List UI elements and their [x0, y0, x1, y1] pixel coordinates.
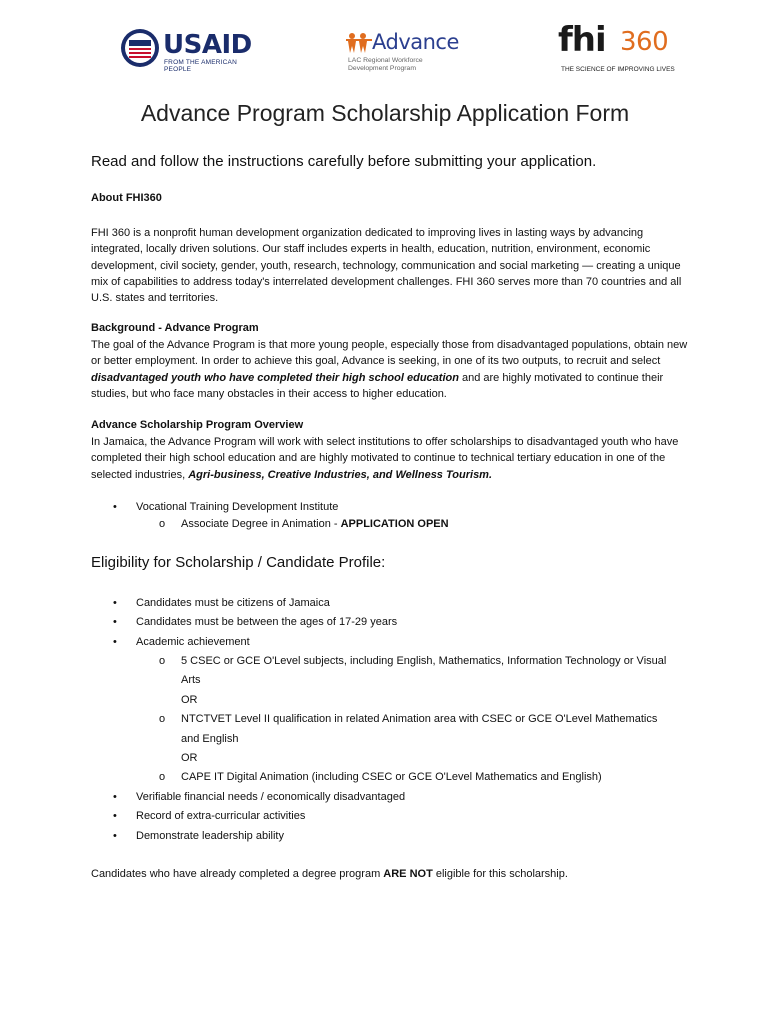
eligibility-leadership: Demonstrate leadership ability — [136, 830, 284, 842]
overview-paragraph — [91, 434, 691, 483]
academic-option-1-cont: Arts — [181, 674, 201, 686]
page-title: Advance Program Scholarship Application Form — [140, 100, 630, 126]
bullet-marker: • — [113, 810, 117, 822]
fhi-number: 360 — [620, 27, 669, 57]
about-paragraph: FHI 360 is a nonprofit human development organization dedicated to improving lives in lasting ways by advancing integrated, locally driven solutions. Our staff includes experts in health, education, nutrition, environment, economic development, civil society, gender, youth, research, technology, communication and social marketing — creating a unique mix of capabilities to address today's interrelated development challenges. FHI 360 serves more than 70 countries and all U.S. states and territories. — [91, 227, 682, 305]
usaid-seal-icon — [120, 28, 160, 68]
background-emphasis: disadvantaged youth who have completed their high school education — [91, 371, 459, 384]
academic-option-2: NTCTVET Level II qualification in related Animation area with CSEC or GCE O'Level Mathematics — [181, 713, 658, 725]
program-item — [181, 515, 449, 535]
eligibility-heading-text: Eligibility for Scholarship / Candidate Profile — [91, 554, 382, 571]
program-name: Associate Degree in Animation - — [181, 518, 341, 530]
closing-text-end: eligible for this scholarship. — [432, 868, 568, 880]
overview-text: In Jamaica, the Advance Program will work with select institutions to offer scholarships to disadvantaged youth who have completed their high school education and are highly motivated to continue to technical tertiary education in one of the selected industries, — [91, 436, 679, 481]
eligibility-citizens: Candidates must be citizens of Jamaica — [136, 597, 330, 609]
eligibility-heading-colon: : — [381, 554, 386, 571]
bullet-marker: • — [113, 636, 117, 648]
eligibility-academic: Academic achievement — [136, 636, 250, 648]
eligibility-heading — [91, 554, 385, 571]
people-figures-icon — [346, 32, 372, 54]
usaid-wordmark: USAID — [163, 30, 252, 60]
bullet-marker: • — [113, 597, 117, 609]
usaid-logo — [120, 26, 255, 73]
bullet-marker: • — [113, 830, 117, 842]
closing-emphasis: ARE NOT — [383, 868, 433, 880]
eligibility-ages: Candidates must be between the ages of 17-29 years — [136, 616, 398, 628]
sub-bullet-marker: o — [159, 713, 166, 725]
eligibility-extracurricular: Record of extra-curricular activities — [136, 810, 306, 822]
or-label: OR — [181, 694, 198, 706]
sub-bullet-marker: o — [159, 771, 166, 783]
academic-option-2-cont: and English — [181, 733, 239, 745]
industries-emphasis: Agri-business, Creative Industries, and Wellness Tourism. — [188, 468, 493, 481]
bullet-marker: • — [113, 791, 117, 803]
eligibility-financial: Verifiable financial needs / economically disadvantaged — [136, 791, 406, 803]
about-heading: About FHI360 — [91, 192, 162, 204]
background-heading: Background - Advance Program — [91, 322, 259, 334]
fhi-wordmark: fhi — [558, 20, 606, 60]
background-text-end: and are highly motivated to continue their studies, but who face many obstacles in their access to higher education. — [91, 371, 664, 400]
sub-bullet-marker: o — [159, 655, 166, 667]
institution-item: Vocational Training Development Institute — [136, 501, 339, 513]
background-text-start: The goal of the Advance Program is that more young people, especially those from disadvantaged populations, obtain new or better employment. In order to achieve this goal, Advance is seeking, in one of its two outputs, to recruit and select — [91, 339, 688, 368]
academic-option-3: CAPE IT Digital Animation (including CSEC or GCE O'Level Mathematics and English) — [181, 771, 602, 783]
overview-heading: Advance Scholarship Program Overview — [91, 419, 304, 431]
sub-bullet-marker: o — [159, 518, 166, 530]
background-paragraph — [91, 337, 691, 402]
advance-tagline: LAC Regional Workforce Development Program — [348, 57, 423, 72]
closing-note — [91, 866, 691, 882]
application-status: APPLICATION OPEN — [340, 518, 449, 530]
or-label: OR — [181, 752, 198, 764]
bullet-marker: • — [113, 616, 117, 628]
advance-wordmark: Advance — [372, 30, 459, 54]
usaid-tagline: FROM THE AMERICAN PEOPLE — [164, 59, 237, 73]
instructions-subtitle: Read and follow the instructions carefully before submitting your application. — [91, 153, 597, 170]
academic-option-1: 5 CSEC or GCE O'Level subjects, including English, Mathematics, Information Technology or Visual — [181, 655, 667, 667]
fhi360-logo — [558, 20, 675, 76]
advance-logo — [346, 30, 466, 74]
fhi-tagline: THE SCIENCE OF IMPROVING LIVES — [561, 66, 675, 73]
closing-text-start: Candidates who have already completed a degree program — [91, 868, 384, 880]
bullet-marker: • — [113, 501, 117, 513]
